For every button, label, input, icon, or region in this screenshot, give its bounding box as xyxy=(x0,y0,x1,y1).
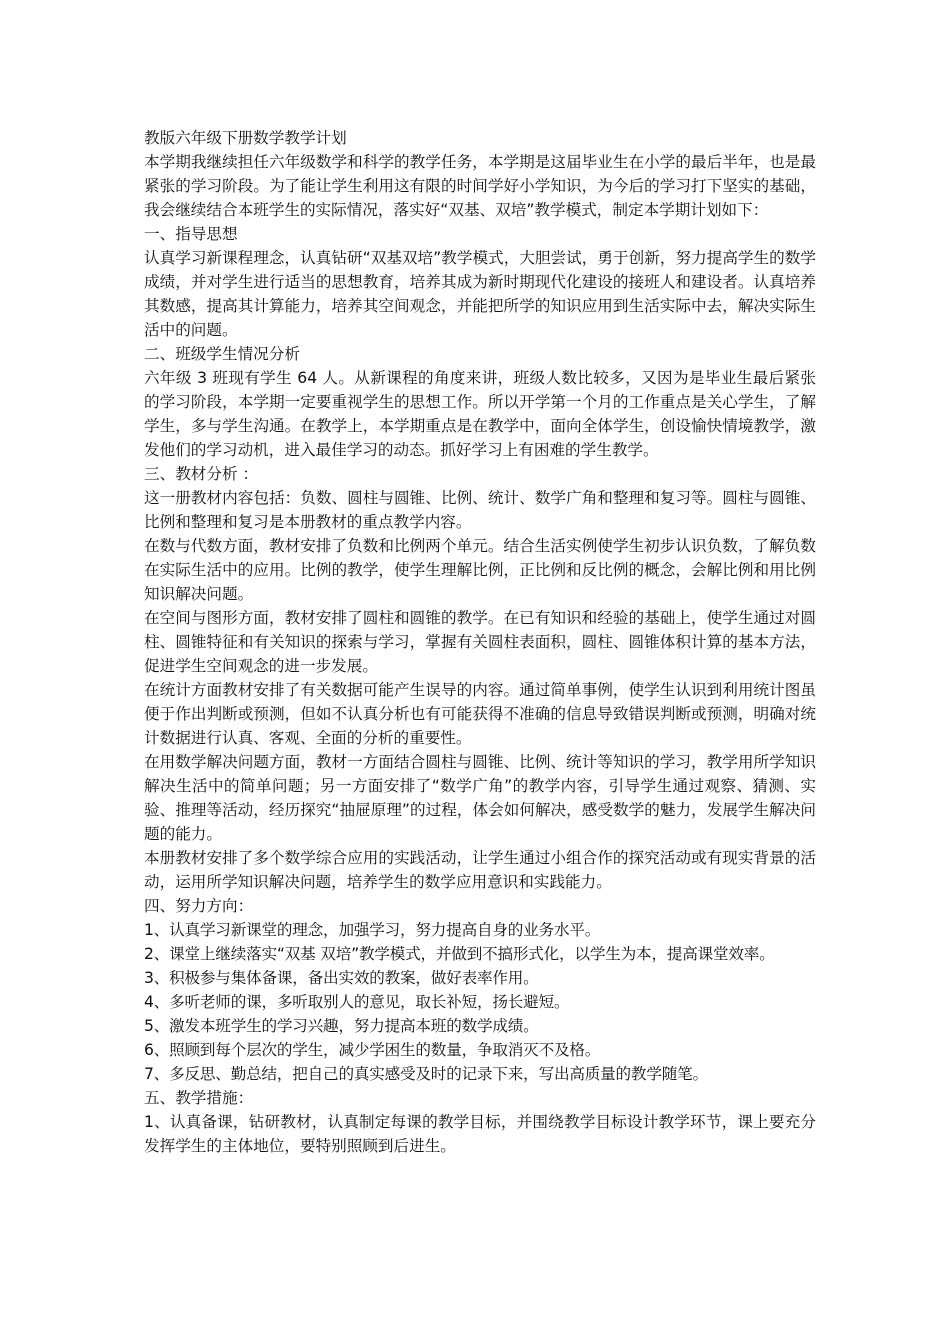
list-item: 6、照顾到每个层次的学生，减少学困生的数量，争取消灭不及格。 xyxy=(144,1041,601,1059)
document-title: 教版六年级下册数学教学计划 xyxy=(144,129,347,147)
section-paragraph: 在统计方面教材安排了有关数据可能产生误导的内容。通过简单事例，使学生认识到利用统计图虽便于作出判断或预测，但如不认真分析也有可能获得不准确的信息导致错误判断或预测，明确对统计数据进行认真、客观、全面的分析的重要性。 xyxy=(144,681,816,747)
section-paragraph: 六年级 3 班现有学生 64 人。从新课程的角度来讲，班级人数比较多，又因为是毕业生最后紧张的学习阶段，本学期一定要重视学生的思想工作。所以开学第一个月的工作重点是关心学生，了解学生，多与学生沟通。在教学上，本学期重点是在教学中，面向全体学生，创设愉快情境教学，激发他们的学习动机，进入最佳学习的动态。抓好学习上有困难的学生教学。 xyxy=(144,369,816,459)
section-heading: 五、教学措施： xyxy=(144,1089,254,1107)
document-page xyxy=(144,126,816,1158)
list-item: 7、多反思、勤总结，把自己的真实感受及时的记录下来，写出高质量的教学随笔。 xyxy=(144,1065,708,1083)
section-heading: 四、努力方向： xyxy=(144,897,254,915)
section-paragraph: 在数与代数方面，教材安排了负数和比例两个单元。结合生活实例使学生初步认识负数，了解负数在实际生活中的应用。比例的教学，使学生理解比例，正比例和反比例的概念，会解比例和用比例知识解决问题。 xyxy=(144,537,816,603)
section-efforts xyxy=(144,894,816,1086)
section-class-analysis xyxy=(144,342,816,462)
section-heading: 一、指导思想 xyxy=(144,225,238,243)
section-paragraph: 这一册教材内容包括：负数、圆柱与圆锥、比例、统计、数学广角和整理和复习等。圆柱与圆锥、比例和整理和复习是本册教材的重点教学内容。 xyxy=(144,489,816,531)
section-guiding-ideology xyxy=(144,222,816,342)
section-heading: 二、班级学生情况分析 xyxy=(144,345,300,363)
section-paragraph: 1、认真备课，钻研教材，认真制定每课的教学目标，并围绕教学目标设计教学环节，课上要充分发挥学生的主体地位，要特别照顾到后进生。 xyxy=(144,1113,816,1155)
intro-paragraph: 本学期我继续担任六年级数学和科学的教学任务，本学期是这届毕业生在小学的最后半年，也是最紧张的学习阶段。为了能让学生利用这有限的时间学好小学知识，为今后的学习打下坚实的基础，我会继续结合本班学生的实际情况，落实好“双基、双培”教学模式，制定本学期计划如下： xyxy=(144,153,816,219)
section-paragraph: 在空间与图形方面，教材安排了圆柱和圆锥的教学。在已有知识和经验的基础上，使学生通过对圆柱、圆锥特征和有关知识的探索与学习，掌握有关圆柱表面积，圆柱、圆锥体积计算的基本方法，促进学生空间观念的进一步发展。 xyxy=(144,609,816,675)
section-teaching-measures xyxy=(144,1086,816,1158)
section-textbook-analysis xyxy=(144,462,816,894)
section-paragraph: 在用数学解决问题方面，教材一方面结合圆柱与圆锥、比例、统计等知识的学习，教学用所学知识解决生活中的简单问题；另一方面安排了“数学广角”的教学内容，引导学生通过观察、猜测、实验、推理等活动，经历探究“抽屉原理”的过程，体会如何解决，感受数学的魅力，发展学生解决问题的能力。 xyxy=(144,753,816,843)
list-item: 5、激发本班学生的学习兴趣，努力提高本班的数学成绩。 xyxy=(144,1017,539,1035)
list-item: 1、认真学习新课堂的理念，加强学习，努力提高自身的业务水平。 xyxy=(144,921,601,939)
section-paragraph: 认真学习新课程理念，认真钻研“双基双培”教学模式，大胆尝试，勇于创新，努力提高学生的数学成绩，并对学生进行适当的思想教育，培养其成为新时期现代化建设的接班人和建设者。认真培养其数感，提高其计算能力，培养其空间观念，并能把所学的知识应用到生活实际中去，解决实际生活中的问题。 xyxy=(144,249,816,339)
section-paragraph: 本册教材安排了多个数学综合应用的实践活动，让学生通过小组合作的探究活动或有现实背景的活动，运用所学知识解决问题，培养学生的数学应用意识和实践能力。 xyxy=(144,849,816,891)
list-item: 2、课堂上继续落实“双基 双培”教学模式，并做到不搞形式化，以学生为本，提高课堂效率。 xyxy=(144,945,775,963)
section-heading: 三、教材分析 ： xyxy=(144,465,259,483)
list-item: 3、积极参与集体备课，备出实效的教案，做好表率作用。 xyxy=(144,969,539,987)
list-item: 4、多听老师的课，多听取别人的意见，取长补短，扬长避短。 xyxy=(144,993,570,1011)
